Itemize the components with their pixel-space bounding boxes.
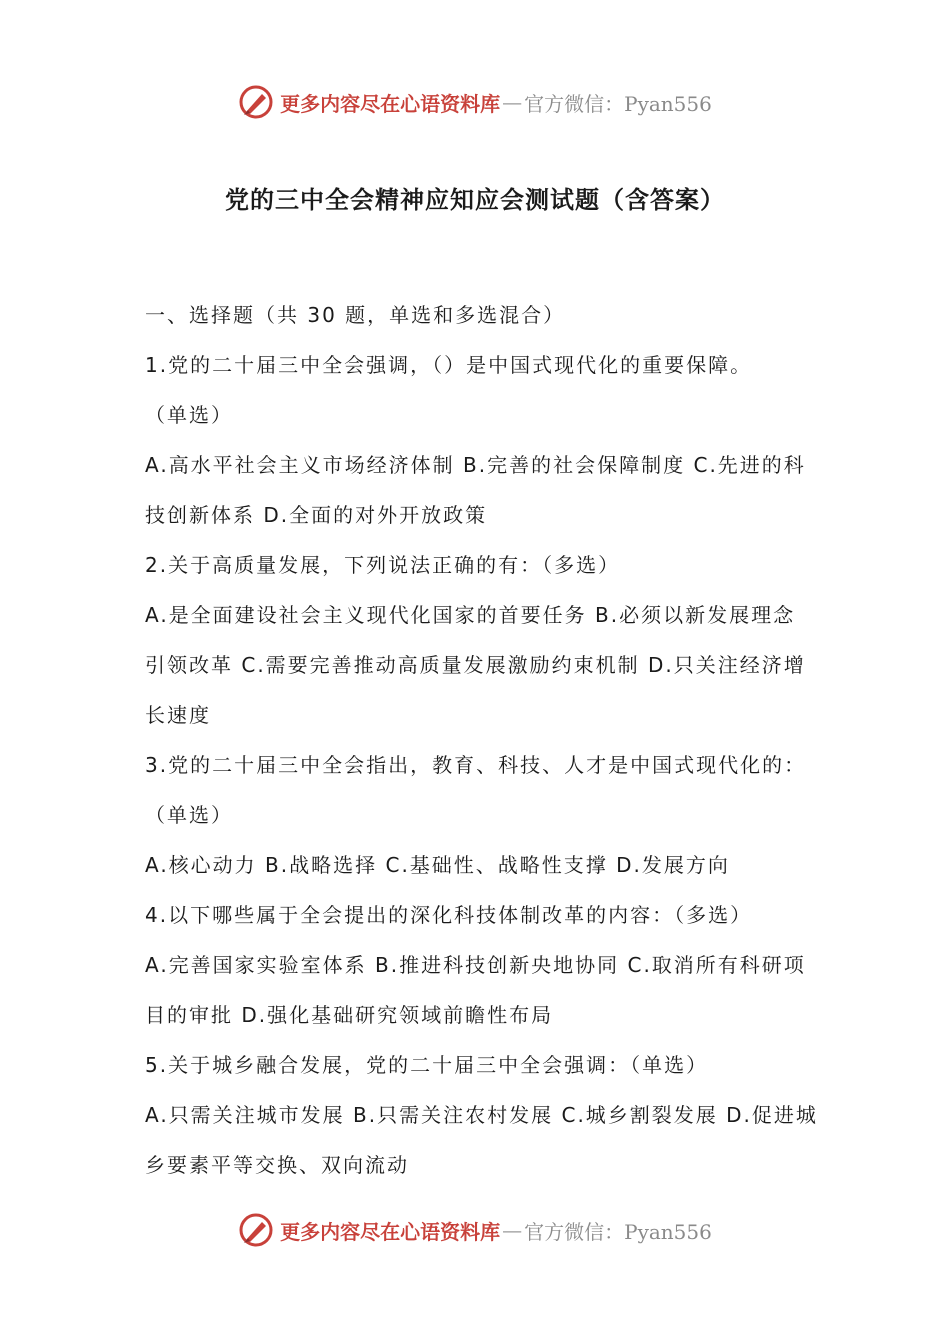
banner-brand-text: 更多内容尽在心语资料库 [280, 91, 501, 116]
question-3: 3.党的二十届三中全会指出，教育、科技、人才是中国式现代化的： [145, 753, 807, 777]
banner-brand-text: 更多内容尽在心语资料库 [280, 1219, 501, 1244]
section-heading: 一、选择题（共 30 题，单选和多选混合） [145, 303, 566, 327]
banner-separator: — [502, 90, 523, 114]
question-1: 1.党的二十届三中全会强调，（）是中国式现代化的重要保障。 [145, 353, 753, 377]
page-title: 党的三中全会精神应知应会测试题（含答案） [225, 186, 725, 214]
question-2-options-end: 长速度 [145, 703, 211, 727]
question-2: 2.关于高质量发展，下列说法正确的有：（多选） [145, 553, 621, 577]
question-4-options: A.完善国家实验室体系 B.推进科技创新央地协同 C.取消所有科研项 [145, 953, 806, 977]
question-4-options-cont: 目的审批 D.强化基础研究领域前瞻性布局 [145, 1003, 554, 1027]
question-1-type: （单选） [145, 403, 233, 427]
question-5: 5.关于城乡融合发展，党的二十届三中全会强调：（单选） [145, 1053, 709, 1077]
banner-separator: — [502, 1218, 523, 1242]
question-body [145, 290, 818, 1190]
header-banner [0, 84, 950, 120]
question-5-options: A.只需关注城市发展 B.只需关注农村发展 C.城乡割裂发展 D.促进城 [145, 1103, 818, 1127]
pen-nib-circle-icon [238, 84, 274, 120]
question-5-options-cont: 乡要素平等交换、双向流动 [145, 1153, 409, 1177]
question-4: 4.以下哪些属于全会提出的深化科技体制改革的内容：（多选） [145, 903, 753, 927]
banner-wechat-text: 官方微信：Pyan556 [524, 1219, 712, 1244]
pen-nib-circle-icon [238, 1212, 274, 1248]
footer-banner [0, 1212, 950, 1248]
question-1-options-cont: 技创新体系 D.全面的对外开放政策 [145, 503, 488, 527]
question-3-type: （单选） [145, 803, 233, 827]
question-2-options-cont: 引领改革 C.需要完善推动高质量发展激励约束机制 D.只关注经济增 [145, 653, 806, 677]
question-3-options: A.核心动力 B.战略选择 C.基础性、战略性支撑 D.发展方向 [145, 853, 730, 877]
question-2-options: A.是全面建设社会主义现代化国家的首要任务 B.必须以新发展理念 [145, 603, 796, 627]
question-1-options: A.高水平社会主义市场经济体制 B.完善的社会保障制度 C.先进的科 [145, 453, 806, 477]
banner-wechat-text: 官方微信：Pyan556 [524, 91, 712, 116]
